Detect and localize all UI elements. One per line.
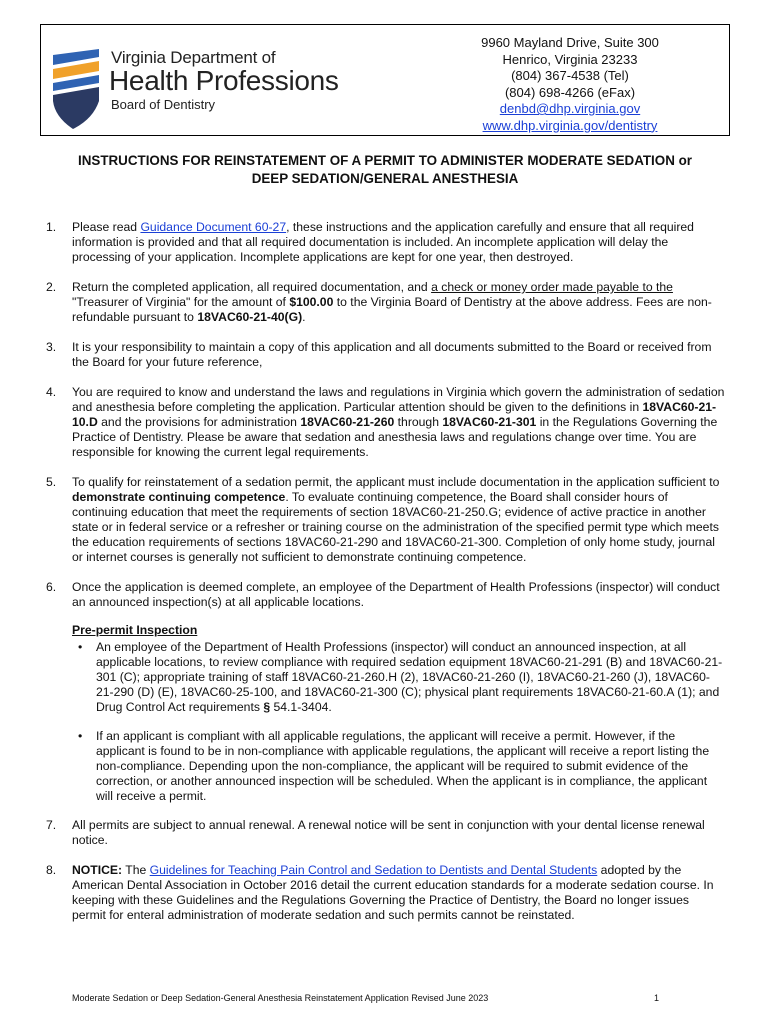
payment-requirement: a check or money order made payable to the	[431, 280, 673, 294]
bullet-icon: •	[78, 729, 83, 743]
regulation-ref: 18VAC60-21-10.D	[72, 400, 717, 429]
title-line-1: INSTRUCTIONS FOR REINSTATEMENT OF A PERMIT TO ADMINISTER MODERATE SEDATION or	[78, 153, 692, 168]
item-text: to the Virginia Board of Dentistry at the above address. Fees are non-refundable pursuant to	[72, 295, 712, 324]
logo-line-board: Board of Dentistry	[111, 97, 216, 112]
regulation-ref: 18VAC60-21-260	[300, 415, 395, 429]
prepermit-section	[46, 623, 726, 804]
prepermit-bullet-1	[72, 640, 726, 715]
instruction-item-3	[46, 340, 726, 370]
instruction-item-2	[46, 280, 726, 325]
ada-guidelines-link[interactable]: Guidelines for Teaching Pain Control and Sedation to Dentists and Dental Students	[149, 863, 598, 877]
phone-number: (804) 367-4538 (Tel)	[511, 68, 629, 83]
emphasis-text: demonstrate continuing competence	[72, 490, 286, 504]
item-text: Once the application is deemed complete, an employee of the Department of Health Professions (inspector) will conduct an announced inspection(s) at all applicable locations.	[72, 580, 720, 609]
title-line-2: DEEP SEDATION/GENERAL ANESTHESIA	[251, 171, 519, 186]
item-text: , these instructions and the application carefully and ensure that all required information is provided and that all required documentation is included. An incomplete application will delay the processing of your application. Incomplete applications are kept for one year, then destroyed.	[72, 220, 694, 264]
regulation-ref: 18VAC60-21-301	[442, 415, 537, 429]
item-number: 8.	[46, 863, 57, 877]
document-title	[20, 152, 750, 188]
fax-number: (804) 698-4266 (eFax)	[504, 84, 636, 100]
instructions-list	[46, 220, 726, 938]
address-street: 9960 Mayland Drive, Suite 300	[481, 35, 659, 50]
item-number: 4.	[46, 385, 57, 399]
item-number: 3.	[46, 340, 57, 354]
item-number: 1.	[46, 220, 57, 234]
item-text: Return the completed application, all required documentation, and	[72, 280, 432, 294]
website-link[interactable]: www.dhp.virginia.gov/dentistry	[482, 117, 658, 133]
item-text: The	[122, 863, 150, 877]
item-text: . To evaluate continuing competence, the Board shall consider hours of continuing education that meet the requirements of section 18VAC60-21-250.G; evidence of active practice in another state or in federal service or a refresher or training course on the administration of the specified permit type which meets the education requirements of sections 18VAC60-21-290 and 18VAC60-21-300. Completion of only home study, journal or internet courses is generally not sufficient to demonstrate continuing competence.	[72, 490, 719, 564]
instruction-item-7	[46, 818, 726, 848]
item-text: It is your responsibility to maintain a copy of this application and all documents submitted to the Board or received from the Board for your future reference,	[72, 340, 712, 369]
bullet-icon: •	[78, 640, 83, 654]
regulation-ref: 18VAC60-21-40(G)	[197, 310, 303, 324]
bullet-text: 54.1-3404.	[270, 700, 332, 714]
dhp-shield-icon	[49, 49, 107, 131]
contact-block	[411, 35, 729, 134]
bullet-text: An employee of the Department of Health Professions (inspector) will conduct an announced inspection, at all applicable locations, to review compliance with required sedation equipment 18VAC60-21-291 (B) and 18VAC60-21-301 (C); appropriate training of staff 18VAC60-21-260.H (2), 18VAC60-21-260 (I), 18VAC60-21-260 (J), 18VAC60-21-290 (D) (E), 18VAC60-25-100, and 18VAC60-21-300 (C); physical plant requirements 18VAC60-21-60.A (1); and Drug Control Act requirements	[96, 640, 723, 714]
item-text: .	[302, 310, 306, 324]
dhp-logo	[49, 45, 379, 135]
item-text: To qualify for reinstatement of a sedation permit, the applicant must include documentation in the application sufficient to	[72, 475, 720, 489]
section-symbol: §	[263, 700, 271, 714]
item-text: through	[394, 415, 443, 429]
item-text: "Treasurer of Virginia" for the amount of	[72, 295, 290, 309]
instruction-item-6	[46, 580, 726, 610]
item-text: You are required to know and understand the laws and regulations in Virginia which govern the administration of sedation and anesthesia before completing the application. Particular attention should be given to the definitions in	[72, 385, 725, 414]
instruction-item-5	[46, 475, 726, 565]
instruction-item-1	[46, 220, 726, 265]
instruction-item-8	[46, 863, 726, 923]
email-link[interactable]: denbd@dhp.virginia.gov	[499, 101, 641, 116]
item-text: adopted by the American Dental Association in October 2016 detail the current education standards for a moderate sedation course. In keeping with these Guidelines and the Regulations Governing the Practice of Dentistry, the Board no longer issues permit for enteral administration of moderate sedation and such permits cannot be reinstated.	[72, 863, 714, 922]
logo-line-agency: Virginia Department of	[111, 48, 276, 67]
item-number: 5.	[46, 475, 57, 489]
item-text: and the provisions for administration	[97, 415, 301, 429]
item-number: 7.	[46, 818, 57, 832]
logo-line-title: Health Professions	[109, 65, 339, 96]
letterhead	[40, 24, 730, 136]
notice-label: NOTICE:	[72, 863, 123, 877]
item-number: 6.	[46, 580, 57, 594]
prepermit-heading: Pre-permit Inspection	[72, 623, 198, 637]
item-text: in the Regulations Governing the Practice of Dentistry. Please be aware that sedation and anesthesia laws and regulations change over time. You are responsible for knowing the current legal requirements.	[72, 415, 718, 459]
item-text: Please read	[72, 220, 141, 234]
fee-amount: $100.00	[289, 295, 334, 309]
prepermit-bullet-2	[72, 729, 726, 804]
address-city: Henrico, Virginia 23233	[502, 51, 638, 67]
bullet-text: If an applicant is compliant with all applicable regulations, the applicant will receive a permit. However, if the applicant is found to be in non-compliance with applicable regulations, the applicant will receive a report listing the non-compliance. Depending upon the non-compliance, the applicant will be required to submit evidence of the correction, or another announced inspection will be scheduled. When the applicant is in compliance, the applicant will receive a permit.	[96, 729, 710, 803]
page-number: 1	[654, 993, 660, 1003]
item-text: All permits are subject to annual renewal. A renewal notice will be sent in conjunction with your dental license renewal notice.	[72, 818, 705, 847]
guidance-document-link[interactable]: Guidance Document 60-27	[140, 220, 287, 234]
footer-text: Moderate Sedation or Deep Sedation-General Anesthesia Reinstatement Application Revised June 2023	[72, 993, 489, 1003]
instruction-item-4	[46, 385, 726, 460]
item-number: 2.	[46, 280, 57, 294]
